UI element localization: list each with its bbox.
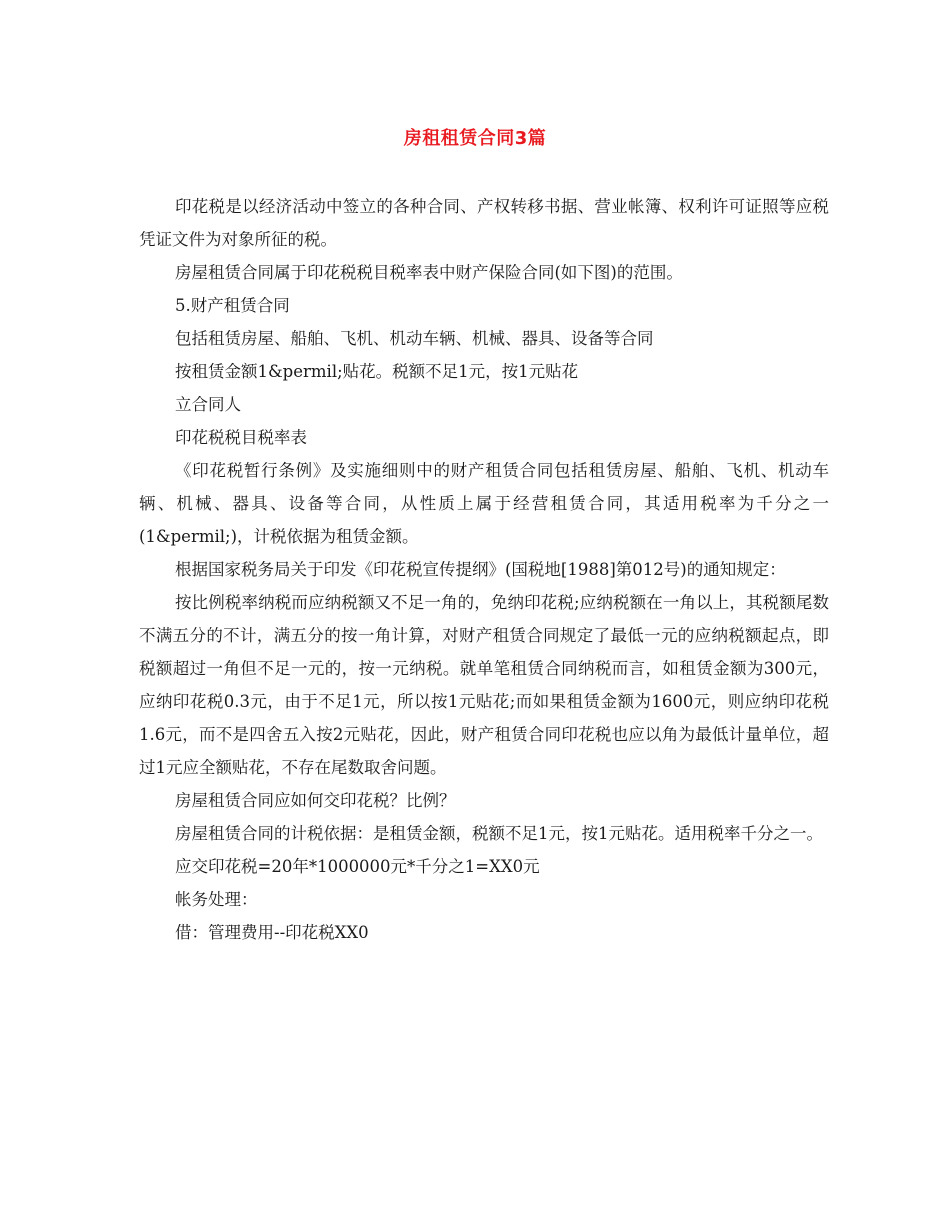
document-title: 房租租赁合同3篇 <box>403 128 547 149</box>
paragraph: 印花税是以经济活动中签立的各种合同、产权转移书据、营业帐簿、权利许可证照等应税凭证文件为对象所征的税。 <box>139 197 829 249</box>
paragraph: 房屋租赁合同应如何交印花税？比例？ <box>175 791 456 810</box>
paragraph: 印花税税目税率表 <box>175 428 307 447</box>
paragraph: 根据国家税务局关于印发《印花税宣传提纲》(国税地[1988]第012号)的通知规定： <box>175 560 786 579</box>
paragraph: 房屋租赁合同的计税依据：是租赁金额，税额不足1元，按1元贴花。适用税率千分之一。 <box>175 824 823 843</box>
paragraph: 帐务处理： <box>175 890 258 909</box>
paragraph: 按比例税率纳税而应纳税额又不足一角的，免纳印花税;应纳税额在一角以上，其税额尾数不满五分的不计，满五分的按一角计算，对财产租赁合同规定了最低一元的应纳税额起点，即税额超过一角但不足一元的，按一元纳税。就单笔租赁合同纳税而言，如租赁金额为300元，应纳印花税0.3元，由于不足1元，所以按1元贴花;而如果租赁金额为1600元，则应纳印花税1.6元，而不是四舍五入按2元贴花，因此，财产租赁合同印花税也应以角为最低计量单位，超过1元应全额贴花，不存在尾数取舍问题。 <box>139 593 829 777</box>
paragraph: 包括租赁房屋、船舶、飞机、机动车辆、机械、器具、设备等合同 <box>175 329 654 348</box>
paragraph: 《印花税暂行条例》及实施细则中的财产租赁合同包括租赁房屋、船舶、飞机、机动车辆、机械、器具、设备等合同，从性质上属于经营租赁合同，其适用税率为千分之一(1&permil;)，计税依据为租赁金额。 <box>139 461 829 546</box>
paragraph: 借：管理费用--印花税XX0 <box>175 923 369 942</box>
paragraph: 房屋租赁合同属于印花税税目税率表中财产保险合同(如下图)的范围。 <box>175 263 683 282</box>
paragraph: 应交印花税=20年*1000000元*千分之1=XX0元 <box>175 857 540 876</box>
paragraph: 立合同人 <box>175 395 241 414</box>
paragraph: 按租赁金额1&permil;贴花。税额不足1元，按1元贴花 <box>175 362 579 381</box>
paragraph: 5.财产租赁合同 <box>175 296 290 315</box>
document-body <box>139 190 829 949</box>
